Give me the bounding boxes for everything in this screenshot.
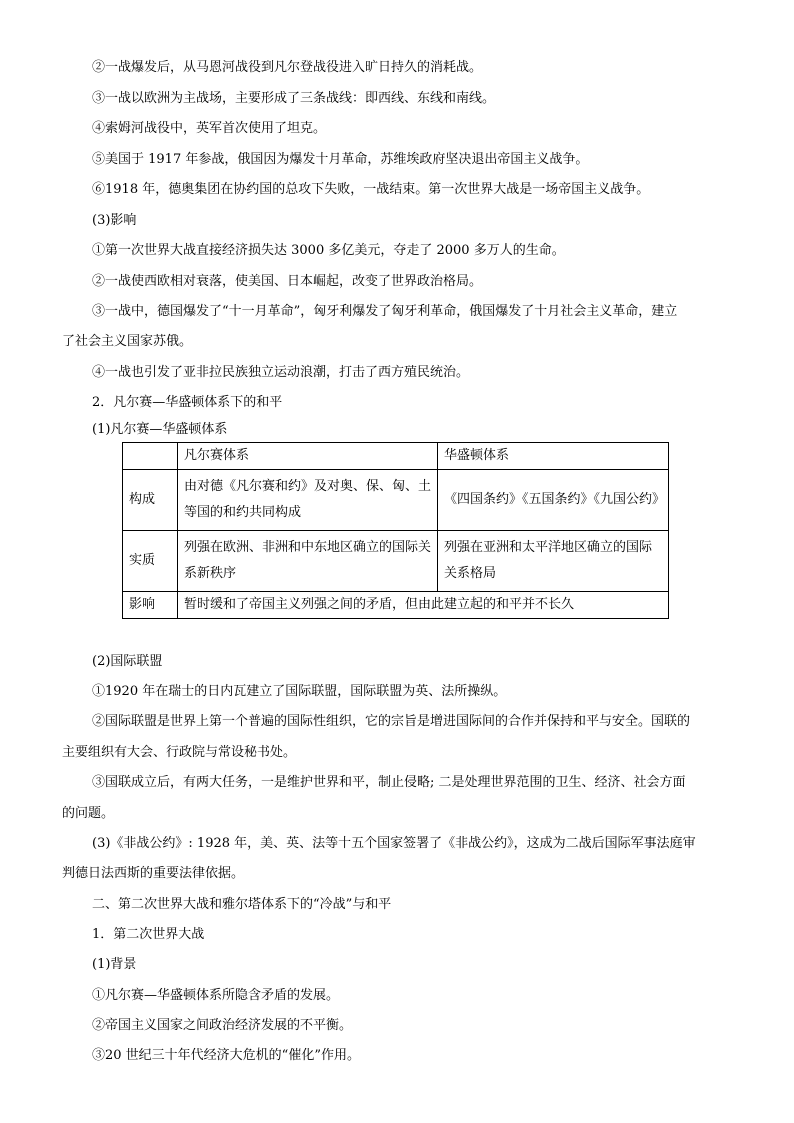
paragraph-line: ②国际联盟是世界上第一个普遍的国际性组织，它的宗旨是增进国际间的合作并保持和平与安全。国联的 <box>92 714 691 729</box>
table-cell: 由对德《凡尔赛和约》及对奥、保、匈、土等国的和约共同构成 <box>178 470 438 531</box>
table-cell: 列强在亚洲和太平洋地区确立的国际关系格局 <box>438 531 669 592</box>
paragraph-line: ③一战中，德国爆发了“十一月革命”，匈牙利爆发了匈牙利革命，俄国爆发了十月社会主义革命，建立 <box>92 304 678 319</box>
paragraph-line: ①第一次世界大战直接经济损失达 3000 多亿美元，夺走了 2000 多万人的生命。 <box>92 243 565 258</box>
table-cell-merged: 暂时缓和了帝国主义列强之间的矛盾，但由此建立起的和平并不长久 <box>178 592 669 619</box>
section-heading: 二、第二次世界大战和雅尔塔体系下的“冷战”与和平 <box>92 897 392 912</box>
paragraph-line: ⑤美国于 1917 年参战，俄国因为爆发十月革命，苏维埃政府坚决退出帝国主义战争。 <box>92 152 589 167</box>
paragraph-line: ③一战以欧洲为主战场，主要形成了三条战线：即西线、东线和南线。 <box>92 91 496 106</box>
section-heading: 2．凡尔赛—华盛顿体系下的和平 <box>92 395 283 410</box>
column-header-versailles: 凡尔赛体系 <box>178 443 438 470</box>
paragraph-line: 判德日法西斯的重要法律依据。 <box>62 866 245 881</box>
table-row <box>123 470 669 531</box>
paragraph-line: ③国联成立后，有两大任务，一是维护世界和平，制止侵略; 二是处理世界范围的卫生、经济、社会方面 <box>92 775 686 790</box>
table-cell: 列强在欧洲、非洲和中东地区确立的国际关系新秩序 <box>178 531 438 592</box>
table-cell: 《四国条约》《五国条约》《九国公约》 <box>438 470 669 531</box>
row-label: 影响 <box>123 592 178 619</box>
row-label: 构成 <box>123 470 178 531</box>
table-header-row <box>123 443 669 470</box>
paragraph-line: ⑥1918 年，德奥集团在协约国的总攻下失败，一战结束。第一次世界大战是一场帝国主义战争。 <box>92 182 650 197</box>
section-heading: 1．第二次世界大战 <box>92 927 205 942</box>
paragraph-line: ②一战爆发后，从马恩河战役到凡尔登战役进入旷日持久的消耗战。 <box>92 60 483 75</box>
paragraph-line: ②一战使西欧相对衰落，使美国、日本崛起，改变了世界政治格局。 <box>92 274 483 289</box>
paragraph-line: ④一战也引发了亚非拉民族独立运动浪潮，打击了西方殖民统治。 <box>92 365 470 380</box>
paragraph-line: 了社会主义国家苏俄。 <box>62 334 193 349</box>
paragraph-line: 的问题。 <box>62 806 115 821</box>
paragraph-line: ④索姆河战役中，英军首次使用了坦克。 <box>92 121 327 136</box>
paragraph-line: (3)《非战公约》: 1928 年，美、英、法等十五个国家签署了《非战公约》，这成为二战后国际军事法庭审 <box>92 836 696 851</box>
paragraph-line: 主要组织有大会、行政院与常设秘书处。 <box>62 745 297 760</box>
section-heading: (2)国际联盟 <box>92 654 163 669</box>
row-label: 实质 <box>123 531 178 592</box>
table-row <box>123 592 669 619</box>
section-heading: (3)影响 <box>92 213 137 228</box>
column-header-washington: 华盛顿体系 <box>438 443 669 470</box>
paragraph-line: ②帝国主义国家之间政治经济发展的不平衡。 <box>92 1018 353 1033</box>
table-corner-cell <box>123 443 178 470</box>
section-heading: (1)凡尔赛—华盛顿体系 <box>92 422 228 437</box>
paragraph-line: ①凡尔赛—华盛顿体系所隐含矛盾的发展。 <box>92 988 340 1003</box>
paragraph-line: ③20 世纪三十年代经济大危机的“催化”作用。 <box>92 1048 360 1063</box>
treaty-system-table <box>122 442 669 619</box>
table-row <box>123 531 669 592</box>
paragraph-line: ①1920 年在瑞士的日内瓦建立了国际联盟，国际联盟为英、法所操纵。 <box>92 684 507 699</box>
section-heading: (1)背景 <box>92 957 137 972</box>
